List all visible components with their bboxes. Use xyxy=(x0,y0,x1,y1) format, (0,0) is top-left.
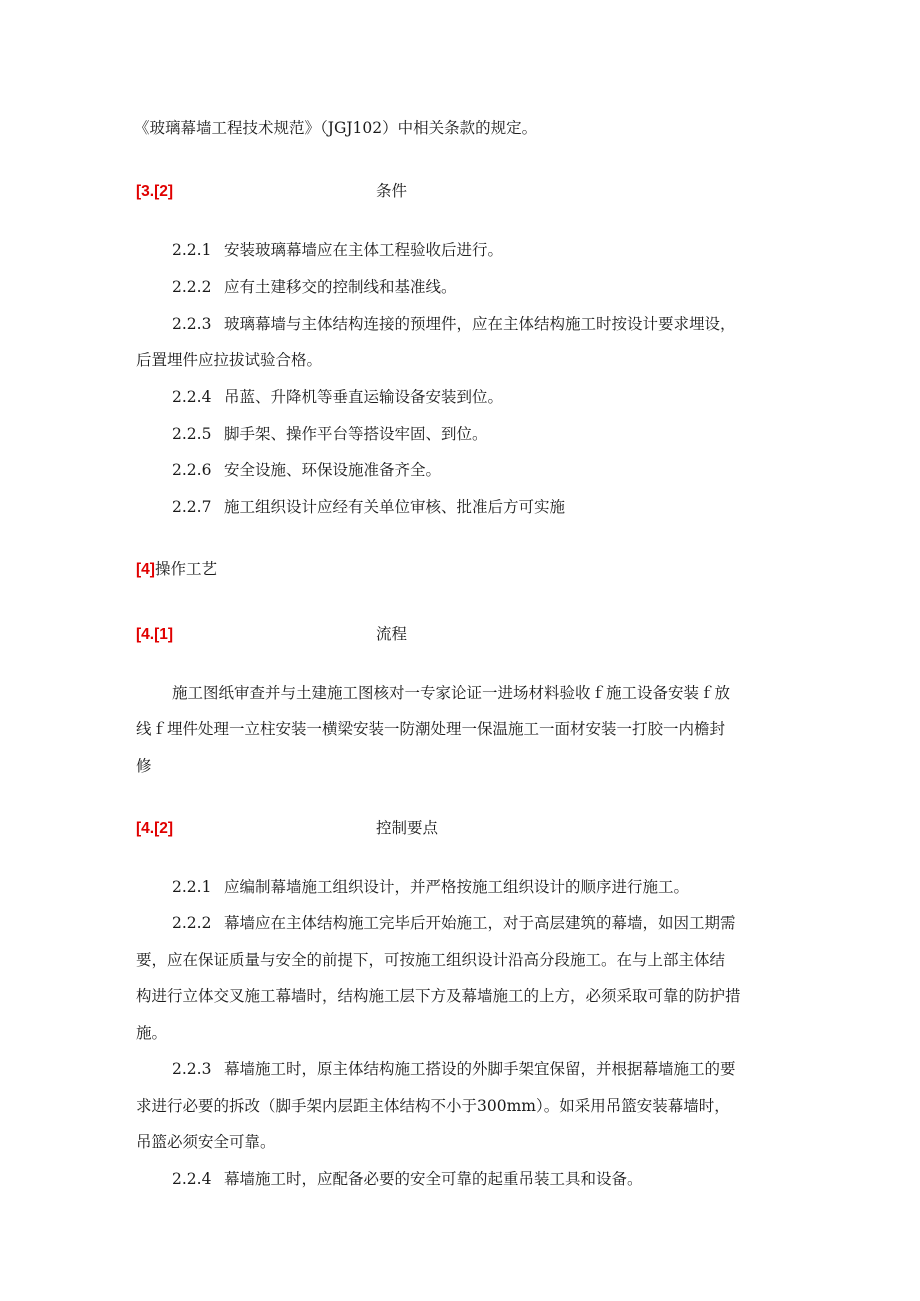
item-text: 幕墙施工时，原主体结构施工搭设的外脚手架宜保留，并根据幕墙施工的要 xyxy=(224,1060,736,1078)
item-number: 2.2.4 xyxy=(172,388,212,406)
list-item xyxy=(172,877,689,897)
item-number: 2.2.4 xyxy=(172,1170,212,1188)
list-item xyxy=(172,913,736,933)
list-item xyxy=(172,460,441,480)
item-continuation: 构进行立体交叉施工幕墙时，结构施工层下方及幕墙施工的上方，必须采取可靠的防护措 xyxy=(136,987,741,1005)
item-text: 施工组织设计应经有关单位审核、批准后方可实施 xyxy=(224,498,566,516)
item-text: 应编制幕墙施工组织设计，并严格按施工组织设计的顺序进行施工。 xyxy=(224,878,690,896)
list-item xyxy=(172,497,565,517)
item-text: 安装玻璃幕墙应在主体工程验收后进行。 xyxy=(224,241,504,259)
item-text: 幕墙施工时，应配备必要的安全可靠的起重吊装工具和设备。 xyxy=(224,1170,643,1188)
section-title: 控制要点 xyxy=(376,819,439,837)
item-number: 2.2.2 xyxy=(172,914,212,932)
item-number: 2.2.1 xyxy=(172,878,212,896)
item-number: 2.2.6 xyxy=(172,461,212,479)
section-title: 流程 xyxy=(376,625,408,643)
intro-line: 《玻璃幕墙工程技术规范》（JGJ102）中相关条款的规定。 xyxy=(134,119,538,137)
section-title: 操作工艺 xyxy=(154,560,217,578)
item-number: 2.2.1 xyxy=(172,241,212,259)
item-number: 2.2.3 xyxy=(172,315,212,333)
list-item xyxy=(172,1059,736,1079)
section-marker: [4] xyxy=(136,561,155,578)
section-heading-4-1 xyxy=(136,624,736,645)
item-continuation: 施。 xyxy=(136,1024,168,1042)
list-item xyxy=(172,1169,643,1189)
list-item xyxy=(172,387,503,407)
item-number: 2.2.7 xyxy=(172,498,212,516)
section-title: 条件 xyxy=(376,182,408,200)
list-item xyxy=(172,314,736,334)
item-number: 2.2.3 xyxy=(172,1060,212,1078)
item-number: 2.2.5 xyxy=(172,425,212,443)
item-text: 脚手架、操作平台等搭设牢固、到位。 xyxy=(224,425,488,443)
item-text: 幕墙应在主体结构施工完毕后开始施工，对于高层建筑的幕墙，如因工期需 xyxy=(224,914,736,932)
section-marker: [4.[2] xyxy=(136,820,174,837)
section-heading-4-2 xyxy=(136,818,736,839)
list-item xyxy=(172,240,503,260)
section-marker: [4.[1] xyxy=(136,626,174,643)
list-item xyxy=(172,424,488,444)
flow-line: 施工图纸审查并与土建施工图核对一专家论证一进场材料验收ｆ施工设备安装ｆ放 xyxy=(172,684,731,702)
section-heading-3-2 xyxy=(136,181,736,202)
list-item xyxy=(172,277,457,297)
item-text: 应有土建移交的控制线和基准线。 xyxy=(224,278,457,296)
item-text: 安全设施、环保设施准备齐全。 xyxy=(224,461,442,479)
section-marker: [3.[2] xyxy=(136,183,174,200)
item-text: 玻璃幕墙与主体结构连接的预埋件，应在主体结构施工时按设计要求埋设， xyxy=(224,315,736,333)
section-heading-4 xyxy=(136,559,217,580)
flow-line: 修 xyxy=(136,757,152,775)
item-continuation: 吊篮必须安全可靠。 xyxy=(136,1133,276,1151)
item-text: 吊蓝、升降机等垂直运输设备安装到位。 xyxy=(224,388,504,406)
flow-line: 线ｆ埋件处理一立柱安装一横梁安装一防潮处理一保温施工一面材安装一打胶一内檐封 xyxy=(136,720,726,738)
item-continuation: 求进行必要的拆改（脚手架内层距主体结构不小于300mm）。如采用吊篮安装幕墙时， xyxy=(136,1097,730,1115)
item-continuation: 后置埋件应拉拔试验合格。 xyxy=(136,351,323,369)
item-continuation: 要，应在保证质量与安全的前提下，可按施工组织设计沿高分段施工。在与上部主体结 xyxy=(136,951,726,969)
item-number: 2.2.2 xyxy=(172,278,212,296)
